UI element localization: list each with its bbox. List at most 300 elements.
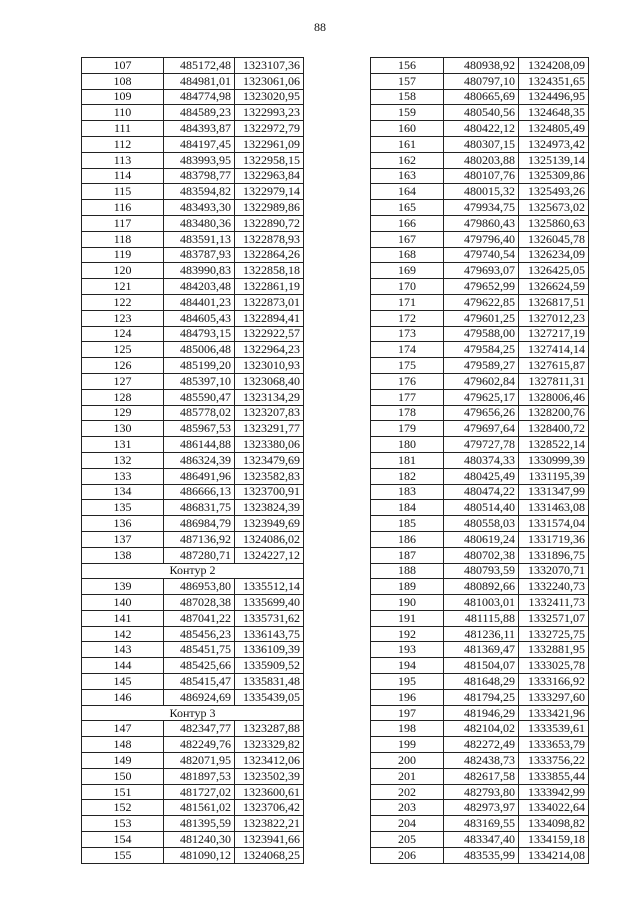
table-row	[82, 689, 304, 705]
point-number: 146	[82, 689, 164, 705]
y-coordinate: 1327615,87	[519, 358, 589, 374]
contour-label: Контур 3	[82, 705, 304, 721]
y-coordinate: 1324227,12	[235, 547, 304, 563]
table-row	[82, 89, 304, 105]
x-coordinate: 481090,12	[164, 847, 235, 863]
point-number: 177	[371, 389, 444, 405]
x-coordinate: 486953,80	[164, 579, 235, 595]
point-number: 201	[371, 768, 444, 784]
y-coordinate: 1333756,22	[519, 753, 589, 769]
x-coordinate: 483798,77	[164, 168, 235, 184]
x-coordinate: 485590,47	[164, 389, 235, 405]
x-coordinate: 479652,99	[444, 279, 519, 295]
point-number: 168	[371, 247, 444, 263]
point-number: 151	[82, 784, 164, 800]
y-coordinate: 1334159,18	[519, 832, 589, 848]
y-coordinate: 1327012,23	[519, 310, 589, 326]
table-row	[82, 816, 304, 832]
y-coordinate: 1336109,39	[235, 642, 304, 658]
y-coordinate: 1322989,86	[235, 200, 304, 216]
point-number: 138	[82, 547, 164, 563]
x-coordinate: 485967,53	[164, 421, 235, 437]
y-coordinate: 1324208,09	[519, 58, 589, 74]
point-number: 190	[371, 595, 444, 611]
x-coordinate: 480374,33	[444, 452, 519, 468]
x-coordinate: 480307,15	[444, 136, 519, 152]
point-number: 148	[82, 737, 164, 753]
y-coordinate: 1322963,84	[235, 168, 304, 184]
y-coordinate: 1322958,15	[235, 152, 304, 168]
point-number: 166	[371, 215, 444, 231]
y-coordinate: 1326234,09	[519, 247, 589, 263]
table-row	[82, 626, 304, 642]
y-coordinate: 1335439,05	[235, 689, 304, 705]
table-row	[371, 310, 589, 326]
point-number: 142	[82, 626, 164, 642]
y-coordinate: 1335909,52	[235, 658, 304, 674]
y-coordinate: 1322858,18	[235, 263, 304, 279]
y-coordinate: 1323287,88	[235, 721, 304, 737]
table-row	[371, 326, 589, 342]
x-coordinate: 480203,88	[444, 152, 519, 168]
point-number: 126	[82, 358, 164, 374]
point-number: 200	[371, 753, 444, 769]
point-number: 183	[371, 484, 444, 500]
y-coordinate: 1323582,83	[235, 468, 304, 484]
x-coordinate: 481240,30	[164, 832, 235, 848]
table-row	[82, 500, 304, 516]
table-row	[82, 784, 304, 800]
x-coordinate: 480619,24	[444, 531, 519, 547]
y-coordinate: 1332240,73	[519, 579, 589, 595]
table-row	[371, 231, 589, 247]
x-coordinate: 479860,43	[444, 215, 519, 231]
y-coordinate: 1331463,08	[519, 500, 589, 516]
y-coordinate: 1325139,14	[519, 152, 589, 168]
y-coordinate: 1323061,06	[235, 73, 304, 89]
y-coordinate: 1324351,65	[519, 73, 589, 89]
table-row	[371, 373, 589, 389]
table-row	[82, 484, 304, 500]
x-coordinate: 483594,82	[164, 184, 235, 200]
y-coordinate: 1333421,96	[519, 705, 589, 721]
point-number: 189	[371, 579, 444, 595]
x-coordinate: 487028,38	[164, 595, 235, 611]
point-number: 167	[371, 231, 444, 247]
y-coordinate: 1323824,39	[235, 500, 304, 516]
point-number: 159	[371, 105, 444, 121]
table-row	[82, 58, 304, 74]
table-row	[371, 437, 589, 453]
x-coordinate: 479796,40	[444, 231, 519, 247]
x-coordinate: 480702,38	[444, 547, 519, 563]
table-row	[82, 847, 304, 863]
point-number: 180	[371, 437, 444, 453]
y-coordinate: 1322979,14	[235, 184, 304, 200]
y-coordinate: 1326045,78	[519, 231, 589, 247]
y-coordinate: 1324496,95	[519, 89, 589, 105]
table-row	[371, 579, 589, 595]
x-coordinate: 484203,48	[164, 279, 235, 295]
x-coordinate: 481504,07	[444, 658, 519, 674]
y-coordinate: 1323020,95	[235, 89, 304, 105]
x-coordinate: 484774,98	[164, 89, 235, 105]
point-number: 107	[82, 58, 164, 74]
point-number: 137	[82, 531, 164, 547]
x-coordinate: 483990,83	[164, 263, 235, 279]
y-coordinate: 1323107,36	[235, 58, 304, 74]
table-row	[82, 800, 304, 816]
point-number: 108	[82, 73, 164, 89]
table-row	[371, 721, 589, 737]
y-coordinate: 1322864,26	[235, 247, 304, 263]
point-number: 135	[82, 500, 164, 516]
x-coordinate: 479727,78	[444, 437, 519, 453]
x-coordinate: 484589,23	[164, 105, 235, 121]
x-coordinate: 481395,59	[164, 816, 235, 832]
y-coordinate: 1333297,60	[519, 689, 589, 705]
x-coordinate: 486144,88	[164, 437, 235, 453]
point-number: 198	[371, 721, 444, 737]
table-row	[371, 563, 589, 579]
point-number: 132	[82, 452, 164, 468]
y-coordinate: 1323412,06	[235, 753, 304, 769]
table-row	[82, 279, 304, 295]
table-row	[82, 405, 304, 421]
contour-header-row	[82, 563, 304, 579]
y-coordinate: 1326624,59	[519, 279, 589, 295]
x-coordinate: 479601,25	[444, 310, 519, 326]
x-coordinate: 481115,88	[444, 610, 519, 626]
table-row	[82, 200, 304, 216]
x-coordinate: 482347,77	[164, 721, 235, 737]
table-row	[82, 73, 304, 89]
y-coordinate: 1331896,75	[519, 547, 589, 563]
table-row	[82, 358, 304, 374]
y-coordinate: 1322964,23	[235, 342, 304, 358]
point-number: 184	[371, 500, 444, 516]
x-coordinate: 484793,15	[164, 326, 235, 342]
point-number: 191	[371, 610, 444, 626]
point-number: 147	[82, 721, 164, 737]
y-coordinate: 1335512,14	[235, 579, 304, 595]
y-coordinate: 1323329,82	[235, 737, 304, 753]
x-coordinate: 480425,49	[444, 468, 519, 484]
table-row	[371, 152, 589, 168]
table-row	[371, 674, 589, 690]
y-coordinate: 1328006,46	[519, 389, 589, 405]
point-number: 187	[371, 547, 444, 563]
point-number: 181	[371, 452, 444, 468]
point-number: 178	[371, 405, 444, 421]
table-row	[371, 294, 589, 310]
point-number: 116	[82, 200, 164, 216]
point-number: 145	[82, 674, 164, 690]
y-coordinate: 1327811,31	[519, 373, 589, 389]
x-coordinate: 480015,32	[444, 184, 519, 200]
point-number: 144	[82, 658, 164, 674]
table-row	[82, 105, 304, 121]
point-number: 128	[82, 389, 164, 405]
y-coordinate: 1326425,05	[519, 263, 589, 279]
table-row	[371, 768, 589, 784]
table-row	[82, 610, 304, 626]
y-coordinate: 1335731,62	[235, 610, 304, 626]
point-number: 140	[82, 595, 164, 611]
x-coordinate: 482272,49	[444, 737, 519, 753]
x-coordinate: 479589,27	[444, 358, 519, 374]
x-coordinate: 480474,22	[444, 484, 519, 500]
table-row	[371, 547, 589, 563]
x-coordinate: 483347,40	[444, 832, 519, 848]
point-number: 111	[82, 121, 164, 137]
x-coordinate: 482793,80	[444, 784, 519, 800]
y-coordinate: 1323706,42	[235, 800, 304, 816]
x-coordinate: 486491,96	[164, 468, 235, 484]
table-row	[371, 105, 589, 121]
point-number: 150	[82, 768, 164, 784]
y-coordinate: 1325309,86	[519, 168, 589, 184]
y-coordinate: 1324648,35	[519, 105, 589, 121]
x-coordinate: 482104,02	[444, 721, 519, 737]
contour-label: Контур 2	[82, 563, 304, 579]
table-row	[371, 279, 589, 295]
table-row	[371, 215, 589, 231]
x-coordinate: 479588,00	[444, 326, 519, 342]
point-number: 203	[371, 800, 444, 816]
point-number: 117	[82, 215, 164, 231]
y-coordinate: 1323134,29	[235, 389, 304, 405]
table-row	[371, 73, 589, 89]
y-coordinate: 1324805,49	[519, 121, 589, 137]
x-coordinate: 487136,92	[164, 531, 235, 547]
table-row	[371, 358, 589, 374]
y-coordinate: 1323949,69	[235, 516, 304, 532]
x-coordinate: 485451,75	[164, 642, 235, 658]
y-coordinate: 1335699,40	[235, 595, 304, 611]
point-number: 154	[82, 832, 164, 848]
x-coordinate: 481561,02	[164, 800, 235, 816]
x-coordinate: 481648,29	[444, 674, 519, 690]
x-coordinate: 482438,73	[444, 753, 519, 769]
x-coordinate: 484981,01	[164, 73, 235, 89]
point-number: 123	[82, 310, 164, 326]
y-coordinate: 1322878,93	[235, 231, 304, 247]
x-coordinate: 480665,69	[444, 89, 519, 105]
table-row	[82, 136, 304, 152]
x-coordinate: 481236,11	[444, 626, 519, 642]
point-number: 163	[371, 168, 444, 184]
table-row	[371, 500, 589, 516]
x-coordinate: 486924,69	[164, 689, 235, 705]
point-number: 109	[82, 89, 164, 105]
table-row	[371, 816, 589, 832]
table-row	[82, 310, 304, 326]
y-coordinate: 1323502,39	[235, 768, 304, 784]
table-row	[371, 58, 589, 74]
point-number: 164	[371, 184, 444, 200]
table-row	[82, 832, 304, 848]
x-coordinate: 484393,87	[164, 121, 235, 137]
x-coordinate: 483787,93	[164, 247, 235, 263]
y-coordinate: 1324068,25	[235, 847, 304, 863]
table-row	[371, 689, 589, 705]
x-coordinate: 483493,30	[164, 200, 235, 216]
point-number: 160	[371, 121, 444, 137]
table-row	[82, 342, 304, 358]
y-coordinate: 1334214,08	[519, 847, 589, 863]
x-coordinate: 480558,03	[444, 516, 519, 532]
x-coordinate: 486324,39	[164, 452, 235, 468]
table-row	[371, 610, 589, 626]
x-coordinate: 485778,02	[164, 405, 235, 421]
x-coordinate: 481794,25	[444, 689, 519, 705]
point-number: 143	[82, 642, 164, 658]
x-coordinate: 484197,45	[164, 136, 235, 152]
x-coordinate: 483993,95	[164, 152, 235, 168]
point-number: 119	[82, 247, 164, 263]
y-coordinate: 1325493,26	[519, 184, 589, 200]
x-coordinate: 481727,02	[164, 784, 235, 800]
point-number: 169	[371, 263, 444, 279]
table-row	[82, 737, 304, 753]
point-number: 113	[82, 152, 164, 168]
y-coordinate: 1322873,01	[235, 294, 304, 310]
x-coordinate: 480793,59	[444, 563, 519, 579]
x-coordinate: 482249,76	[164, 737, 235, 753]
point-number: 186	[371, 531, 444, 547]
point-number: 155	[82, 847, 164, 863]
y-coordinate: 1330999,39	[519, 452, 589, 468]
table-row	[82, 452, 304, 468]
y-coordinate: 1323479,69	[235, 452, 304, 468]
y-coordinate: 1333653,79	[519, 737, 589, 753]
table-row	[371, 421, 589, 437]
table-row	[371, 832, 589, 848]
point-number: 204	[371, 816, 444, 832]
y-coordinate: 1332571,07	[519, 610, 589, 626]
table-row	[371, 753, 589, 769]
table-row	[371, 136, 589, 152]
table-row	[371, 847, 589, 863]
y-coordinate: 1336143,75	[235, 626, 304, 642]
point-number: 153	[82, 816, 164, 832]
point-number: 202	[371, 784, 444, 800]
y-coordinate: 1334098,82	[519, 816, 589, 832]
point-number: 130	[82, 421, 164, 437]
table-row	[82, 121, 304, 137]
y-coordinate: 1333942,99	[519, 784, 589, 800]
table-row	[371, 405, 589, 421]
y-coordinate: 1331347,99	[519, 484, 589, 500]
table-row	[82, 658, 304, 674]
y-coordinate: 1323010,93	[235, 358, 304, 374]
point-number: 206	[371, 847, 444, 863]
table-row	[82, 294, 304, 310]
point-number: 176	[371, 373, 444, 389]
point-number: 136	[82, 516, 164, 532]
x-coordinate: 485006,48	[164, 342, 235, 358]
x-coordinate: 480540,56	[444, 105, 519, 121]
y-coordinate: 1327217,19	[519, 326, 589, 342]
point-number: 172	[371, 310, 444, 326]
y-coordinate: 1333166,92	[519, 674, 589, 690]
y-coordinate: 1325860,63	[519, 215, 589, 231]
y-coordinate: 1335831,48	[235, 674, 304, 690]
point-number: 193	[371, 642, 444, 658]
y-coordinate: 1328200,76	[519, 405, 589, 421]
point-number: 199	[371, 737, 444, 753]
point-number: 118	[82, 231, 164, 247]
y-coordinate: 1323600,61	[235, 784, 304, 800]
y-coordinate: 1331719,36	[519, 531, 589, 547]
y-coordinate: 1327414,14	[519, 342, 589, 358]
point-number: 139	[82, 579, 164, 595]
table-row	[82, 184, 304, 200]
point-number: 158	[371, 89, 444, 105]
table-row	[82, 389, 304, 405]
x-coordinate: 483535,99	[444, 847, 519, 863]
y-coordinate: 1333025,78	[519, 658, 589, 674]
point-number: 165	[371, 200, 444, 216]
table-row	[82, 437, 304, 453]
y-coordinate: 1332070,71	[519, 563, 589, 579]
table-row	[371, 168, 589, 184]
y-coordinate: 1322922,57	[235, 326, 304, 342]
table-row	[371, 452, 589, 468]
y-coordinate: 1322993,23	[235, 105, 304, 121]
x-coordinate: 482071,95	[164, 753, 235, 769]
table-row	[371, 516, 589, 532]
x-coordinate: 480797,10	[444, 73, 519, 89]
table-row	[82, 579, 304, 595]
table-row	[82, 768, 304, 784]
y-coordinate: 1322890,72	[235, 215, 304, 231]
coordinates-table-left	[81, 57, 304, 864]
point-number: 149	[82, 753, 164, 769]
table-row	[371, 468, 589, 484]
table-row	[82, 168, 304, 184]
y-coordinate: 1333855,44	[519, 768, 589, 784]
table-row	[82, 531, 304, 547]
coordinates-table-right	[370, 57, 589, 864]
point-number: 162	[371, 152, 444, 168]
table-row	[82, 753, 304, 769]
point-number: 124	[82, 326, 164, 342]
x-coordinate: 480422,12	[444, 121, 519, 137]
x-coordinate: 480892,66	[444, 579, 519, 595]
y-coordinate: 1325673,02	[519, 200, 589, 216]
x-coordinate: 481897,53	[164, 768, 235, 784]
x-coordinate: 485172,48	[164, 58, 235, 74]
point-number: 175	[371, 358, 444, 374]
point-number: 110	[82, 105, 164, 121]
x-coordinate: 479693,07	[444, 263, 519, 279]
x-coordinate: 481369,47	[444, 642, 519, 658]
table-row	[371, 595, 589, 611]
point-number: 170	[371, 279, 444, 295]
x-coordinate: 479656,26	[444, 405, 519, 421]
table-row	[82, 263, 304, 279]
y-coordinate: 1322972,79	[235, 121, 304, 137]
x-coordinate: 483480,36	[164, 215, 235, 231]
point-number: 121	[82, 279, 164, 295]
y-coordinate: 1322894,41	[235, 310, 304, 326]
point-number: 133	[82, 468, 164, 484]
point-number: 196	[371, 689, 444, 705]
x-coordinate: 483591,13	[164, 231, 235, 247]
y-coordinate: 1332881,95	[519, 642, 589, 658]
